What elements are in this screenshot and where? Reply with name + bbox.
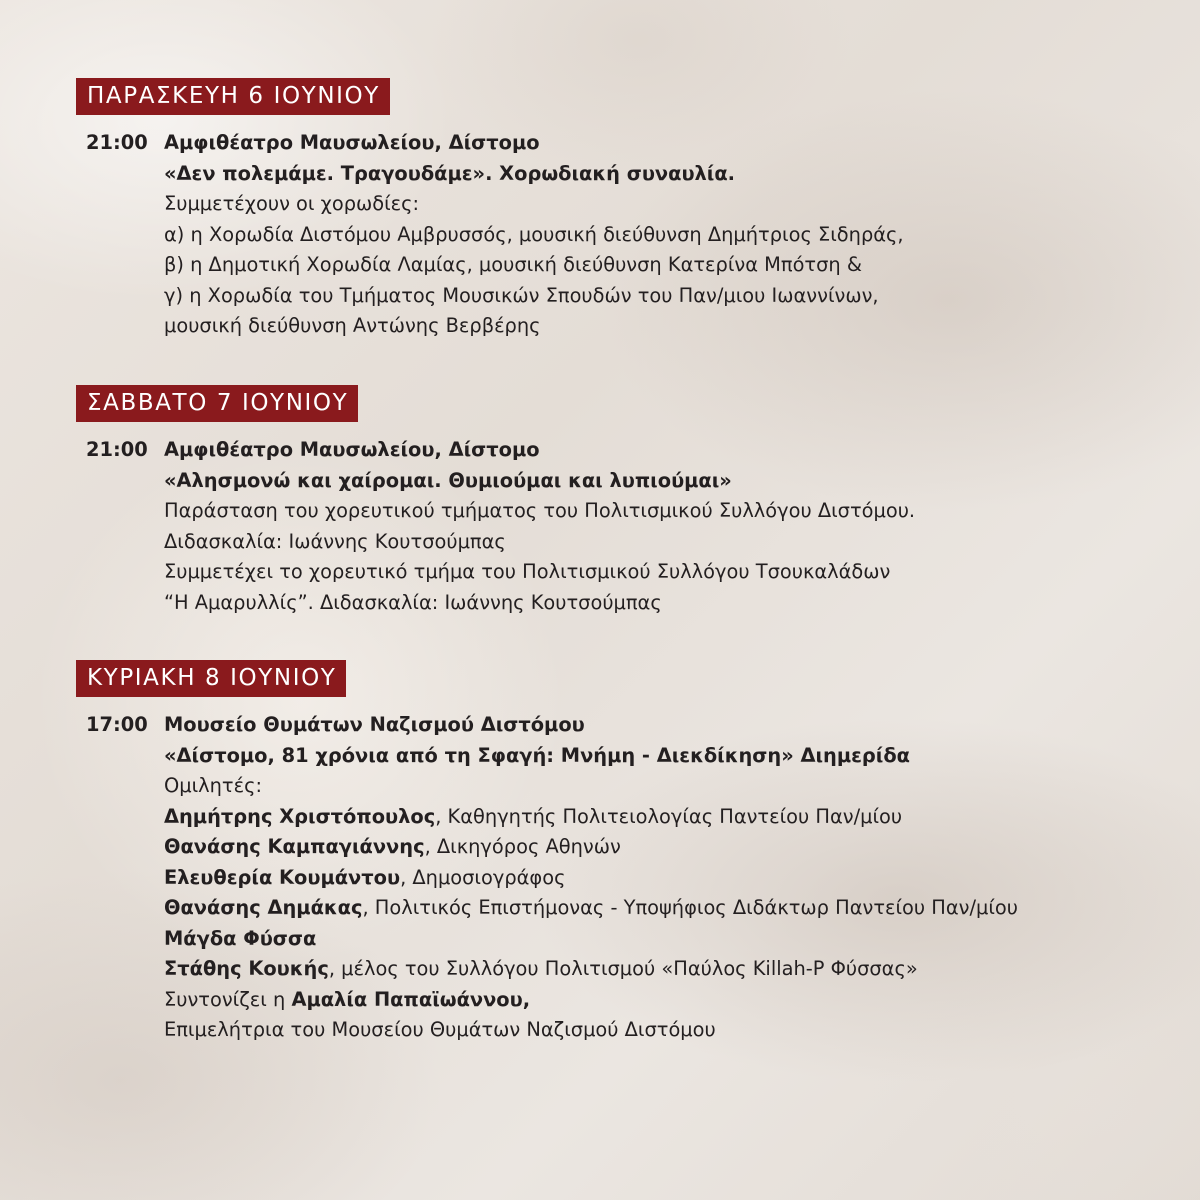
day-heading: ΚΥΡΙΑΚΗ 8 ΙΟΥΝΙΟΥ	[76, 660, 346, 697]
day-heading: ΠΑΡΑΣΚΕΥΗ 6 ΙΟΥΝΙΟΥ	[76, 78, 390, 115]
day-section-friday	[76, 78, 904, 342]
event-title: «Δίστομο, 81 χρόνια από τη Σφαγή: Μνήμη - Διεκδίκηση» Διημερίδα	[164, 743, 910, 767]
event-line: β) η Δημοτική Χορωδία Λαμίας, μουσική διεύθυνση Κατερίνα Μπότση &	[164, 253, 862, 276]
event-line: γ) η Χορωδία του Τμήματος Μουσικών Σπουδών του Παν/μιου Ιωαννίνων,	[164, 283, 879, 307]
event-line: Συμμετέχει το χορευτικό τμήμα του Πολιτισμικού Συλλόγου Τσουκαλάδων	[164, 560, 891, 583]
speaker-name: Θανάσης Δημάκας	[164, 896, 363, 919]
day-heading: ΣΑΒΒΑΤΟ 7 ΙΟΥΝΙΟΥ	[76, 385, 358, 422]
day-section-saturday	[76, 385, 915, 618]
coordinator-suffix: ,	[522, 987, 531, 1011]
event-time: 21:00	[86, 131, 148, 154]
event-title: «Δεν πολεμάμε. Τραγουδάμε». Χορωδιακή συναυλία.	[164, 161, 736, 185]
speaker-row	[164, 893, 1018, 924]
day-section-sunday	[76, 660, 1018, 1046]
event-entry	[76, 435, 915, 618]
speaker-role: , Καθηγητής Πολιτειολογίας Παντείου Παν/μίου	[435, 804, 903, 828]
speaker-role: , Δικηγόρος Αθηνών	[424, 835, 621, 858]
speaker-name: Ελευθερία Κουμάντου	[164, 865, 401, 889]
speaker-role: , Πολιτικός Επιστήμονας - Υποψήφιος Διδάκτωρ Παντείου Παν/μίου	[362, 896, 1018, 919]
event-venue: Μουσείο Θυμάτων Ναζισμού Διστόμου	[164, 713, 585, 736]
speaker-role: , μέλος του Συλλόγου Πολιτισμού «Παύλος Killah-P Φύσσας»	[328, 957, 918, 980]
coordinator-row	[164, 985, 1018, 1016]
coordinator-role: Επιμελήτρια του Μουσείου Θυμάτων Ναζισμού Διστόμου	[164, 1018, 716, 1041]
event-time: 21:00	[86, 438, 148, 461]
event-entry	[76, 128, 904, 342]
speaker-name: Στάθης Κουκής	[164, 957, 329, 980]
event-line: “Η Αμαρυλλίς”. Διδασκαλία: Ιωάννης Κουτσούμπας	[164, 590, 662, 614]
coordinator-name: Αμαλία Παπαϊωάννου	[291, 987, 523, 1011]
event-time: 17:00	[86, 713, 148, 736]
speaker-row	[164, 863, 1018, 894]
speaker-role: , Δημοσιογράφος	[400, 865, 566, 889]
speaker-row	[164, 924, 1018, 955]
speaker-row	[164, 954, 1018, 985]
event-line: Διδασκαλία: Ιωάννης Κουτσούμπας	[164, 529, 506, 553]
speaker-name: Θανάσης Καμπαγιάννης	[164, 835, 425, 858]
event-details	[164, 435, 915, 618]
event-line: Παράσταση του χορευτικού τμήματος του Πολιτισμικού Συλλόγου Διστόμου.	[164, 499, 916, 522]
event-line: α) η Χορωδία Διστόμου Αμβρυσσός, μουσική διεύθυνση Δημήτριος Σιδηράς,	[164, 222, 904, 246]
event-line: Συμμετέχουν οι χορωδίες:	[164, 192, 420, 215]
coordinator-prefix: Συντονίζει η	[164, 987, 292, 1011]
event-venue: Αμφιθέατρο Μαυσωλείου, Δίστομο	[164, 438, 540, 461]
speaker-row	[164, 832, 1018, 863]
speaker-row	[164, 802, 1018, 833]
event-line: μουσική διεύθυνση Αντώνης Βερβέρης	[164, 314, 541, 337]
speaker-name: Μάγδα Φύσσα	[164, 926, 317, 950]
event-details	[164, 710, 1018, 1046]
speakers-label: Ομιλητές:	[164, 774, 262, 797]
event-entry	[76, 710, 1018, 1046]
speaker-name: Δημήτρης Χριστόπουλος	[164, 804, 436, 828]
event-title: «Αλησμονώ και χαίρομαι. Θυμιούμαι και λυπιούμαι»	[164, 468, 732, 492]
event-venue: Αμφιθέατρο Μαυσωλείου, Δίστομο	[164, 131, 540, 154]
event-details	[164, 128, 904, 342]
